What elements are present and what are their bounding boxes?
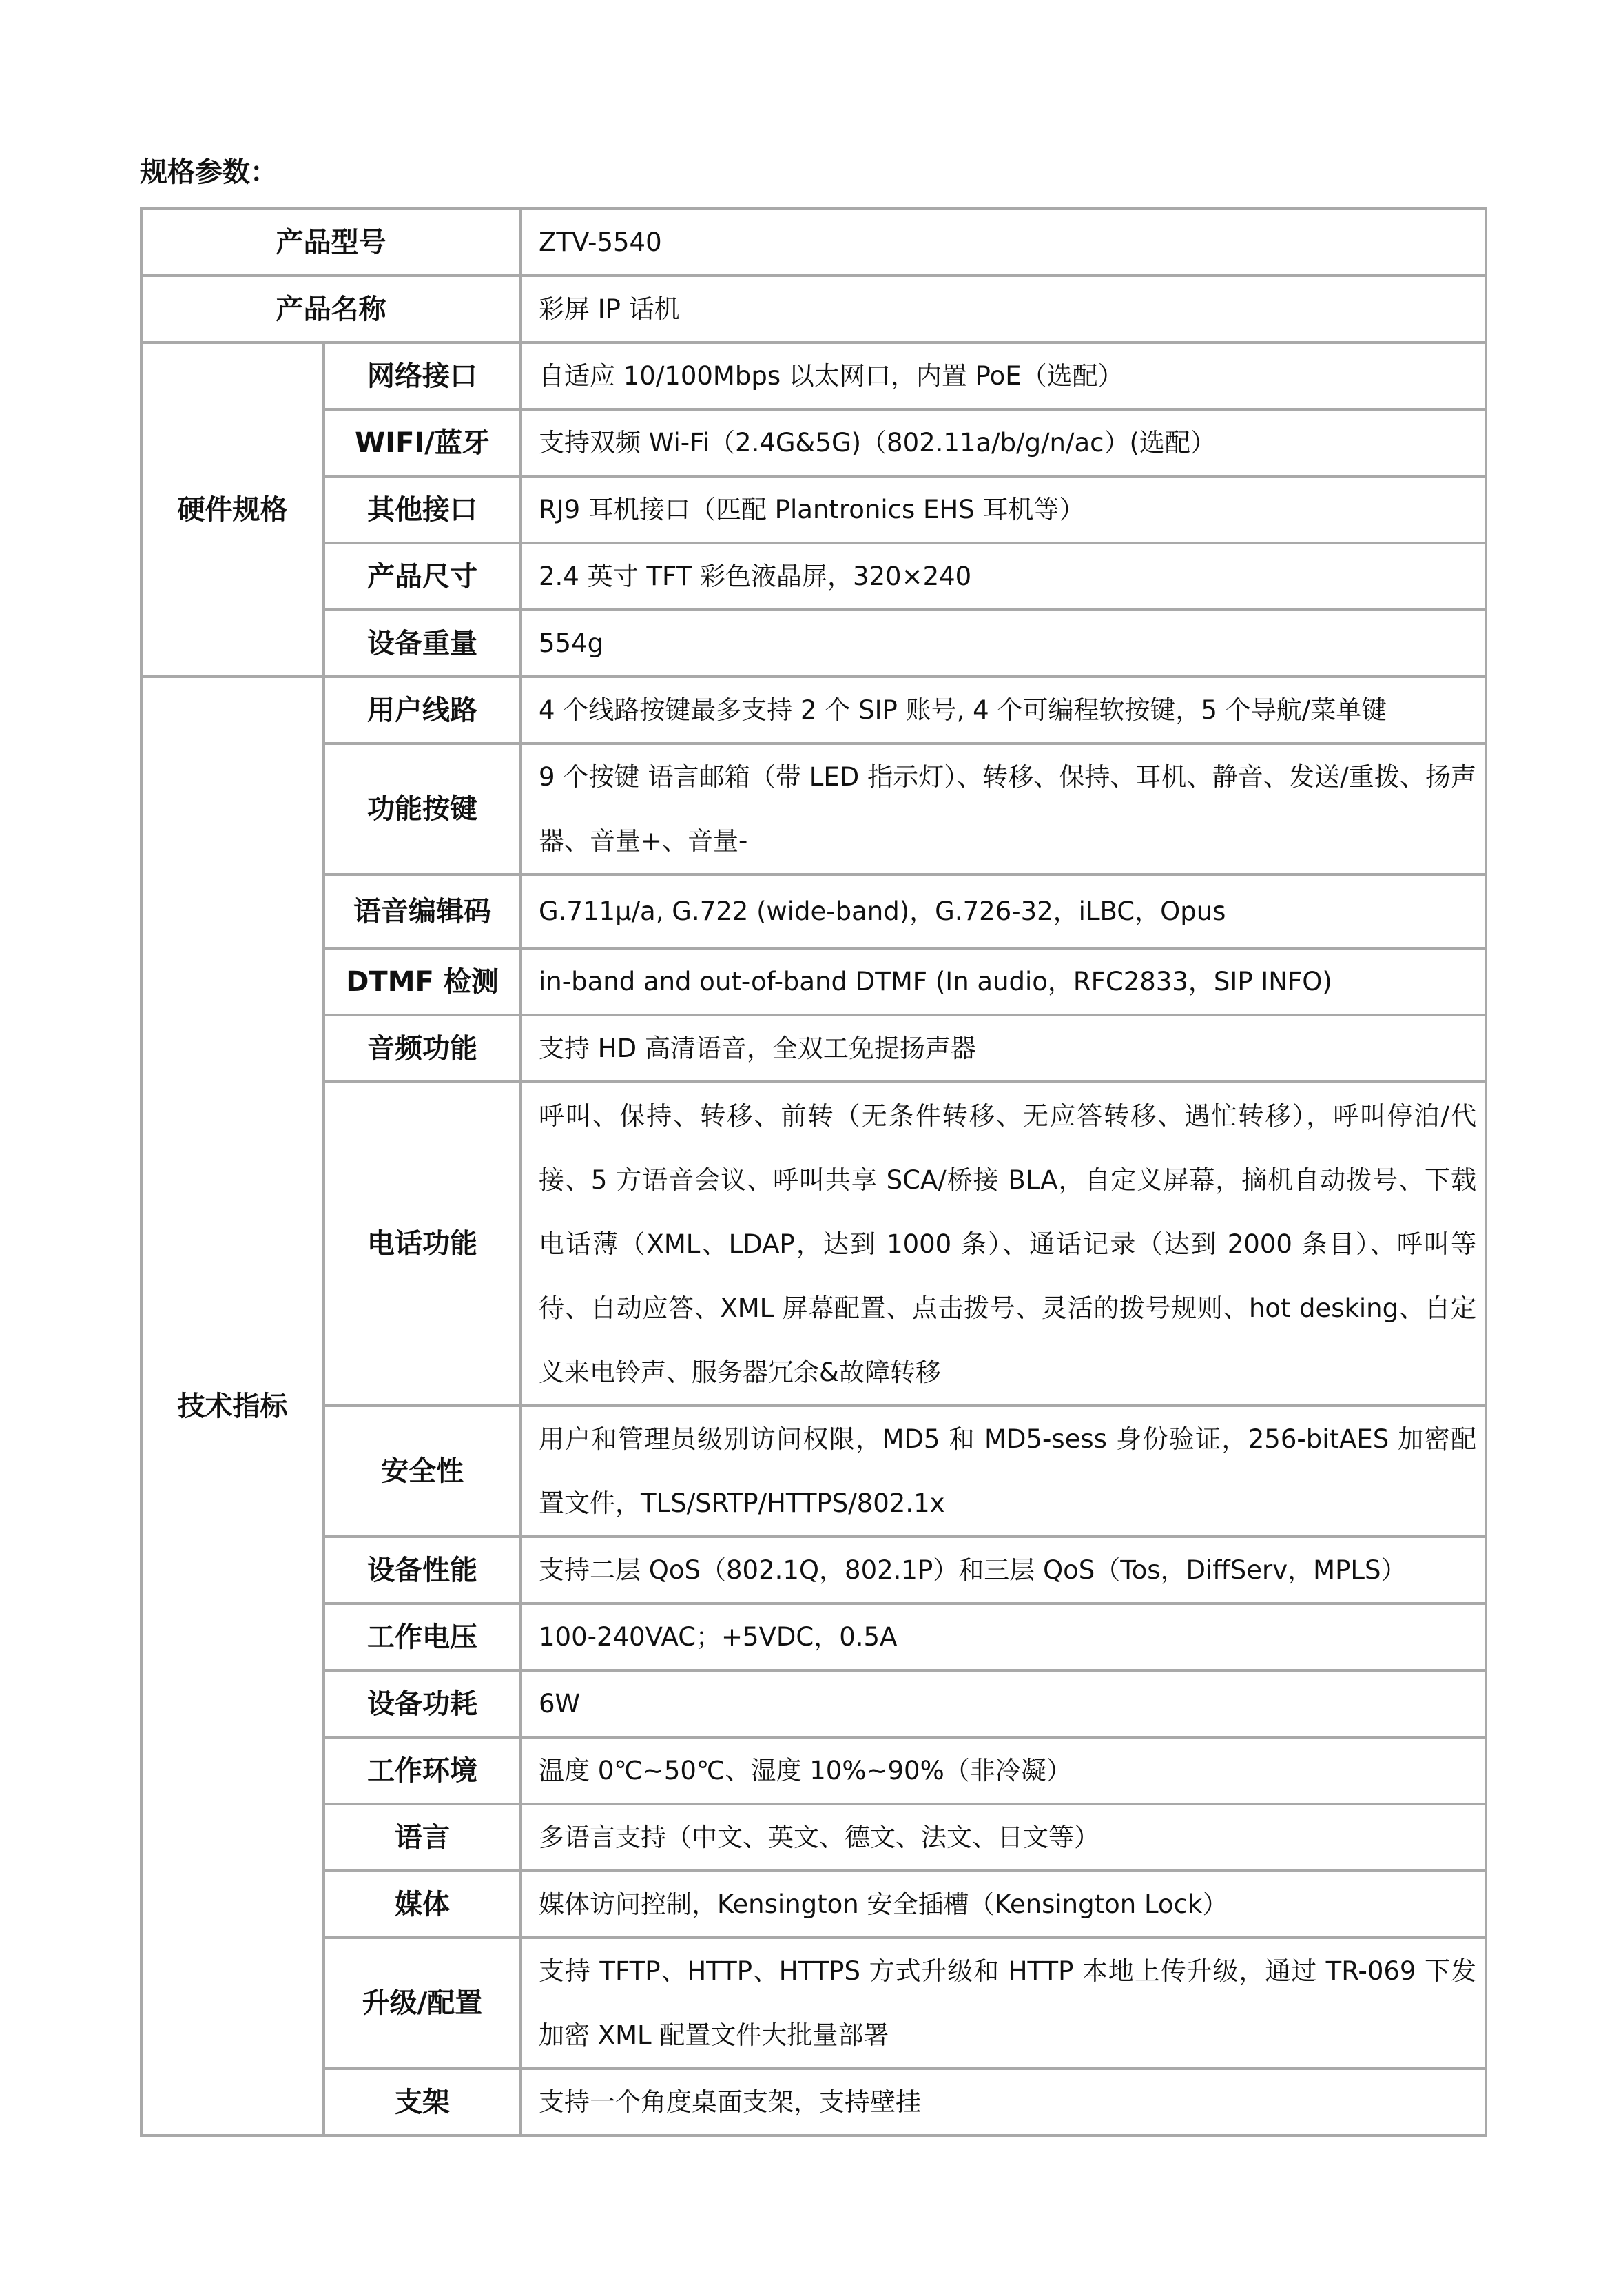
spec-name: 音频功能 xyxy=(324,1015,521,1082)
spec-value: 支持 TFTP、HTTP、HTTPS 方式升级和 HTTP 本地上传升级，通过 TR-069 下发加密 XML 配置文件大批量部署 xyxy=(521,1938,1486,2069)
table-row xyxy=(141,744,1486,874)
spec-value: 支持二层 QoS（802.1Q，802.1P）和三层 QoS（Tos，DiffServ，MPLS） xyxy=(521,1537,1486,1603)
spec-value: 4 个线路按键最多支持 2 个 SIP 账号, 4 个可编程软按键，5 个导航/菜单键 xyxy=(521,677,1486,744)
spec-name: 语音编辑码 xyxy=(324,874,521,948)
spec-value: 支持双频 Wi-Fi（2.4G&5G)（802.11a/b/g/n/ac）(选配） xyxy=(521,409,1486,476)
table-row xyxy=(141,1015,1486,1082)
table-row-product-name xyxy=(141,276,1486,342)
spec-name: 设备重量 xyxy=(324,610,521,677)
table-row xyxy=(141,2069,1486,2135)
spec-name: WIFI/蓝牙 xyxy=(324,409,521,476)
spec-value: RJ9 耳机接口（匹配 Plantronics EHS 耳机等） xyxy=(521,476,1486,543)
table-row xyxy=(141,1737,1486,1804)
spec-value: G.711μ/a, G.722 (wide-band)，G.726-32，iLBC，Opus xyxy=(521,874,1486,948)
spec-name: 产品型号 xyxy=(141,209,521,276)
table-row xyxy=(141,677,1486,744)
table-row xyxy=(141,1871,1486,1938)
table-row xyxy=(141,948,1486,1015)
table-row xyxy=(141,1082,1486,1406)
spec-value: 自适应 10/100Mbps 以太网口，内置 PoE（选配） xyxy=(521,342,1486,409)
category-hardware: 硬件规格 xyxy=(141,342,324,677)
spec-name: 其他接口 xyxy=(324,476,521,543)
table-row xyxy=(141,1670,1486,1737)
spec-value: 呼叫、保持、转移、前转（无条件转移、无应答转移、遇忙转移），呼叫停泊/代接、5 方语音会议、呼叫共享 SCA/桥接 BLA，自定义屏幕，摘机自动拨号、下载电话薄（XML、LDAP，达到 1000 条）、通话记录（达到 2000 条目）、呼叫等待、自动应答、XML 屏幕配置、点击拨号、灵活的拨号规则、hot desking、自定义来电铃声、服务器冗余&故障转移 xyxy=(521,1082,1486,1406)
spec-name: 语言 xyxy=(324,1804,521,1871)
spec-name: 设备性能 xyxy=(324,1537,521,1603)
spec-name: 网络接口 xyxy=(324,342,521,409)
table-row xyxy=(141,342,1486,409)
category-technical: 技术指标 xyxy=(141,677,324,2135)
spec-value: 温度 0℃~50℃、湿度 10%~90%（非冷凝） xyxy=(521,1737,1486,1804)
spec-value: 彩屏 IP 话机 xyxy=(521,276,1486,342)
table-row xyxy=(141,409,1486,476)
table-row xyxy=(141,874,1486,948)
spec-value: 9 个按键 语言邮箱（带 LED 指示灯）、转移、保持、耳机、静音、发送/重拨、扬声器、音量+、音量- xyxy=(521,744,1486,874)
spec-name: 产品名称 xyxy=(141,276,521,342)
page-heading: 规格参数： xyxy=(140,156,278,188)
spec-value: 多语言支持（中文、英文、德文、法文、日文等） xyxy=(521,1804,1486,1871)
spec-value: 支持 HD 高清语音，全双工免提扬声器 xyxy=(521,1015,1486,1082)
spec-name: 工作电压 xyxy=(324,1603,521,1670)
spec-name: 安全性 xyxy=(324,1406,521,1537)
spec-name: 升级/配置 xyxy=(324,1938,521,2069)
spec-value: 100-240VAC；+5VDC，0.5A xyxy=(521,1603,1486,1670)
spec-table xyxy=(140,207,1487,2137)
table-row xyxy=(141,476,1486,543)
table-row-model xyxy=(141,209,1486,276)
spec-name: 产品尺寸 xyxy=(324,543,521,610)
spec-name: 用户线路 xyxy=(324,677,521,744)
table-row xyxy=(141,1938,1486,2069)
table-row xyxy=(141,610,1486,677)
spec-value: in-band and out-of-band DTMF (In audio，RFC2833，SIP INFO) xyxy=(521,948,1486,1015)
spec-name: 支架 xyxy=(324,2069,521,2135)
spec-name: DTMF 检测 xyxy=(324,948,521,1015)
table-row xyxy=(141,1603,1486,1670)
table-row xyxy=(141,1406,1486,1537)
spec-value: 支持一个角度桌面支架，支持壁挂 xyxy=(521,2069,1486,2135)
table-row xyxy=(141,543,1486,610)
spec-value: 媒体访问控制，Kensington 安全插槽（Kensington Lock） xyxy=(521,1871,1486,1938)
spec-name: 设备功耗 xyxy=(324,1670,521,1737)
spec-name: 电话功能 xyxy=(324,1082,521,1406)
spec-value: ZTV-5540 xyxy=(521,209,1486,276)
table-row xyxy=(141,1537,1486,1603)
spec-value: 554g xyxy=(521,610,1486,677)
spec-name: 工作环境 xyxy=(324,1737,521,1804)
spec-name: 功能按键 xyxy=(324,744,521,874)
spec-value: 用户和管理员级别访问权限，MD5 和 MD5-sess 身份验证，256-bitAES 加密配置文件，TLS/SRTP/HTTPS/802.1x xyxy=(521,1406,1486,1537)
spec-value: 6W xyxy=(521,1670,1486,1737)
table-row xyxy=(141,1804,1486,1871)
spec-value: 2.4 英寸 TFT 彩色液晶屏，320×240 xyxy=(521,543,1486,610)
spec-name: 媒体 xyxy=(324,1871,521,1938)
